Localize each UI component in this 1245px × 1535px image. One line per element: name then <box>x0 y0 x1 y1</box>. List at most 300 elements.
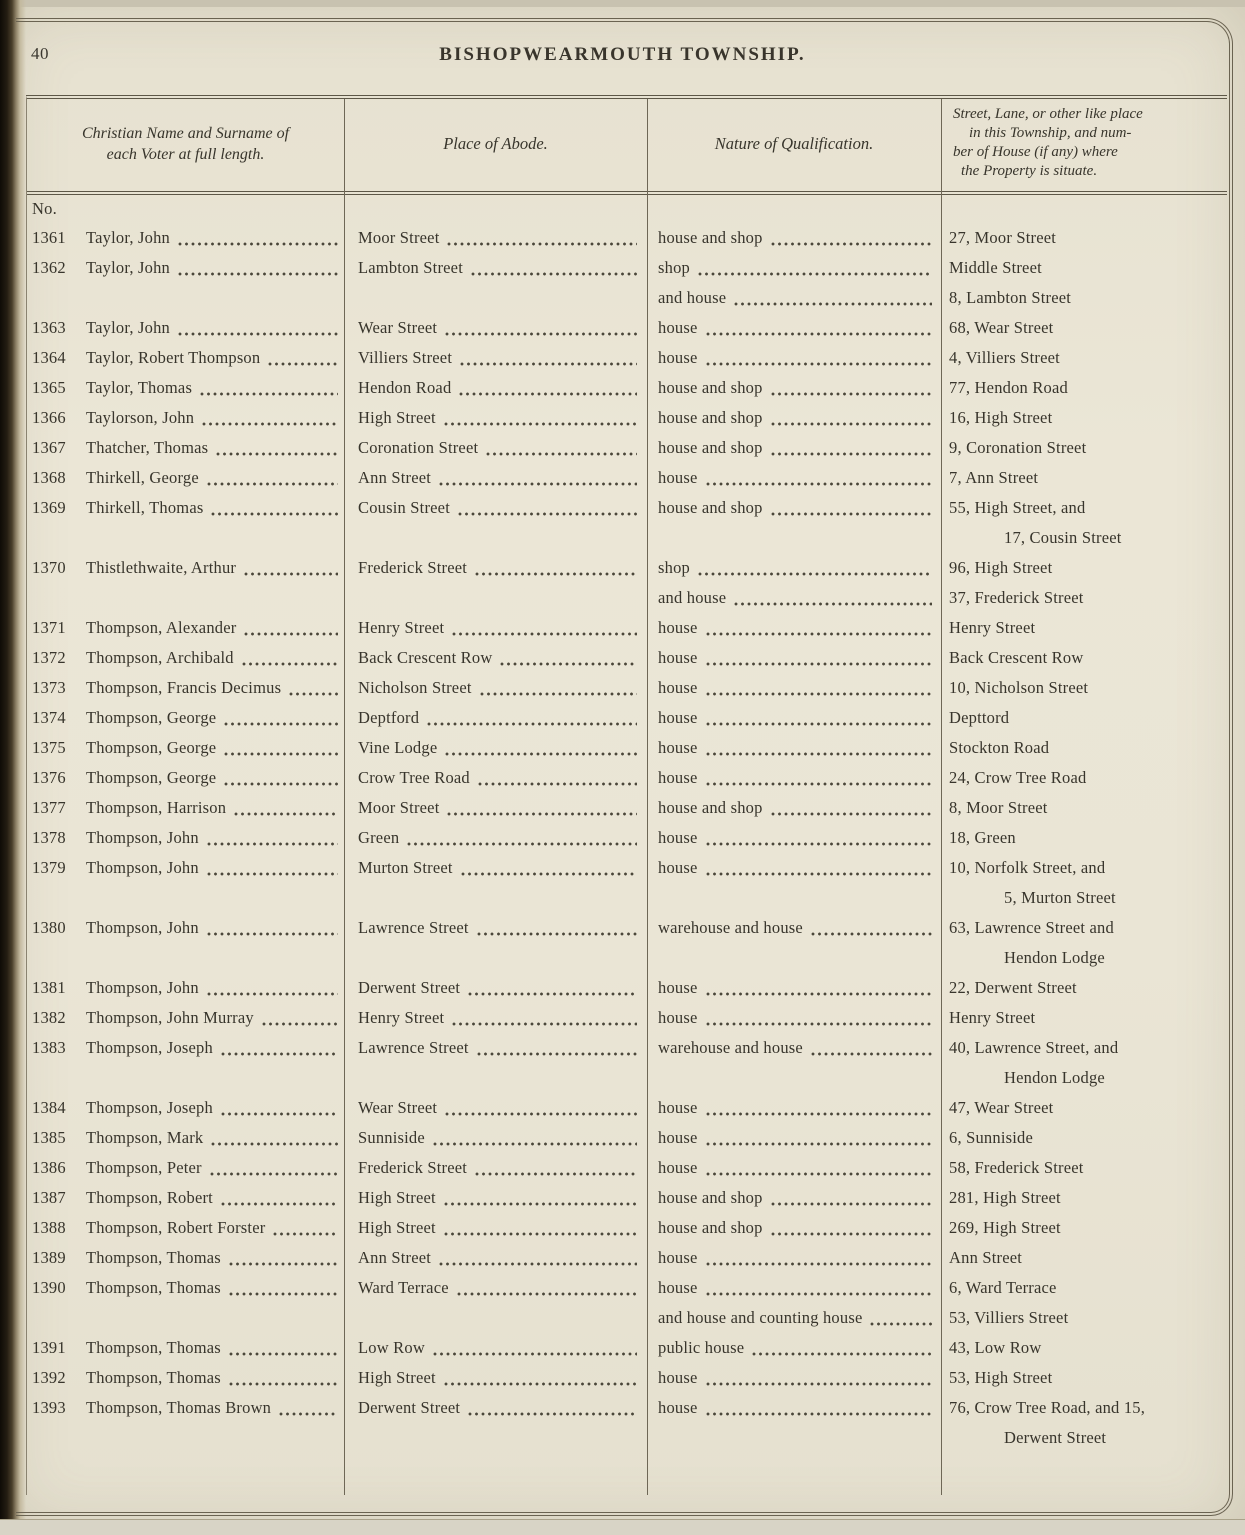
dotted-leader <box>500 662 637 666</box>
qualification: house and shop <box>658 498 763 517</box>
place-of-abode: Wear Street <box>358 318 438 337</box>
place-of-abode-cell <box>344 1303 647 1333</box>
street: Derwent Street <box>1004 1428 1107 1447</box>
voter-name-cell <box>27 553 344 583</box>
qualification-cell <box>647 1213 941 1243</box>
street-cell <box>941 1333 1227 1363</box>
voter-name: Thistlethwaite, Arthur <box>86 558 237 577</box>
place-of-abode: Moor Street <box>358 228 440 247</box>
voter-number: 1386 <box>32 1158 66 1177</box>
header-street-column <box>941 99 1227 191</box>
dotted-leader <box>200 392 338 396</box>
street-cell <box>941 463 1227 493</box>
voter-name-cell <box>27 223 344 253</box>
table-row <box>27 1363 1227 1393</box>
voter-number: 1389 <box>32 1248 66 1267</box>
dotted-leader <box>471 272 637 276</box>
place-of-abode-cell <box>344 973 647 1003</box>
voter-name-cell <box>27 1183 344 1213</box>
place-of-abode: Lawrence Street <box>358 1038 469 1057</box>
street: Middle Street <box>949 258 1042 277</box>
place-of-abode: Nicholson Street <box>358 678 472 697</box>
place-of-abode-cell <box>344 493 647 523</box>
street: 37, Frederick Street <box>949 588 1084 607</box>
table-row <box>27 553 1227 583</box>
street: 6, Sunniside <box>949 1128 1033 1147</box>
voter-number: 1387 <box>32 1188 66 1207</box>
voter-name: Thompson, George <box>86 708 217 727</box>
street: 8, Lambton Street <box>949 288 1072 307</box>
place-of-abode-cell <box>344 523 647 553</box>
dotted-leader <box>445 332 637 336</box>
table-row <box>27 673 1227 703</box>
qualification-cell <box>647 1183 941 1213</box>
place-of-abode: Green <box>358 828 400 847</box>
voter-name-cell <box>27 1363 344 1393</box>
street-cell <box>941 1183 1227 1213</box>
place-of-abode: Villiers Street <box>358 348 453 367</box>
qualification-cell <box>647 703 941 733</box>
header-line: ber of House (if any) where <box>953 144 1118 160</box>
voter-name-cell <box>27 373 344 403</box>
dotted-leader <box>706 1262 933 1266</box>
street-cell <box>941 1033 1227 1063</box>
voter-name-cell <box>27 763 344 793</box>
voter-name-cell <box>27 1123 344 1153</box>
street: Henry Street <box>949 1008 1036 1027</box>
voter-name: Thompson, Robert Forster <box>86 1218 266 1237</box>
table-row <box>27 373 1227 403</box>
scan-bottom-edge <box>0 1519 1245 1535</box>
place-of-abode-cell <box>344 343 647 373</box>
table-row <box>27 253 1227 283</box>
voter-name-cell <box>27 313 344 343</box>
header-line: in this Township, and num- <box>969 125 1132 141</box>
dotted-leader <box>279 1412 338 1416</box>
voter-number: 1391 <box>32 1338 66 1357</box>
dotted-leader <box>477 1052 637 1056</box>
voter-name-cell <box>27 883 344 913</box>
street: 58, Frederick Street <box>949 1158 1084 1177</box>
street: 96, High Street <box>949 558 1053 577</box>
qualification: house <box>658 618 698 637</box>
dotted-leader <box>706 332 933 336</box>
street-cell <box>941 643 1227 673</box>
street: 55, High Street, and <box>949 498 1086 517</box>
dotted-leader <box>207 482 338 486</box>
dotted-leader <box>706 872 933 876</box>
qualification-cell <box>647 793 941 823</box>
dotted-leader <box>433 1142 637 1146</box>
dotted-leader <box>445 752 637 756</box>
place-of-abode: Cousin Street <box>358 498 450 517</box>
voter-name: Thompson, Thomas Brown <box>86 1398 272 1417</box>
table-row <box>27 313 1227 343</box>
voter-name: Thompson, George <box>86 738 217 757</box>
table-row <box>27 1093 1227 1123</box>
dotted-leader <box>771 1232 932 1236</box>
voter-name: Thompson, Joseph <box>86 1098 213 1117</box>
place-of-abode-cell <box>344 643 647 673</box>
dotted-leader <box>234 812 338 816</box>
table-row <box>27 913 1227 943</box>
voter-name-cell <box>27 1303 344 1333</box>
qualification: house and shop <box>658 378 763 397</box>
place-of-abode: Ann Street <box>358 468 432 487</box>
table-row <box>27 223 1227 253</box>
dotted-leader <box>224 752 338 756</box>
voter-number: 1365 <box>32 378 66 397</box>
dotted-leader <box>202 422 338 426</box>
place-of-abode: Hendon Road <box>358 378 452 397</box>
voter-number: 1370 <box>32 558 66 577</box>
dotted-leader <box>268 362 338 366</box>
qualification: house and shop <box>658 1188 763 1207</box>
qualification: house <box>658 348 698 367</box>
street: Depttord <box>949 708 1010 727</box>
voter-number: 1364 <box>32 348 66 367</box>
dotted-leader <box>478 782 637 786</box>
table-row <box>27 1393 1227 1423</box>
table-row <box>27 1003 1227 1033</box>
qualification-cell <box>647 943 941 973</box>
dotted-leader <box>444 1382 637 1386</box>
dotted-leader <box>407 842 637 846</box>
voter-number: 1380 <box>32 918 66 937</box>
street-cell <box>941 613 1227 643</box>
place-of-abode: Henry Street <box>358 618 445 637</box>
qualification: public house <box>658 1338 745 1357</box>
place-of-abode-cell <box>344 673 647 703</box>
dotted-leader <box>706 1022 933 1026</box>
voter-name-cell <box>27 943 344 973</box>
qualification: warehouse and house <box>658 1038 803 1057</box>
qualification: house <box>658 1368 698 1387</box>
place-of-abode: Moor Street <box>358 798 440 817</box>
dotted-leader <box>178 272 338 276</box>
voter-name-cell <box>27 523 344 553</box>
qualification-cell <box>647 553 941 583</box>
table-row <box>27 943 1227 973</box>
qualification-cell <box>647 523 941 553</box>
qualification-cell <box>647 1363 941 1393</box>
street-cell <box>941 313 1227 343</box>
dotted-leader <box>706 362 933 366</box>
place-of-abode: Henry Street <box>358 1008 445 1027</box>
header-place-of-abode-column: Place of Abode. <box>443 134 548 153</box>
voter-name: Taylor, John <box>86 228 170 247</box>
voter-name: Taylorson, John <box>86 408 195 427</box>
place-of-abode: High Street <box>358 1218 436 1237</box>
street: 6, Ward Terrace <box>949 1278 1057 1297</box>
dotted-leader <box>242 662 338 666</box>
table-row <box>27 1303 1227 1333</box>
street-cell <box>941 733 1227 763</box>
dotted-leader <box>771 392 932 396</box>
place-of-abode-cell <box>344 253 647 283</box>
place-of-abode-cell <box>344 463 647 493</box>
page-number: 40 <box>31 44 49 63</box>
place-of-abode-cell <box>344 283 647 313</box>
dotted-leader <box>480 692 637 696</box>
voter-name-cell <box>27 253 344 283</box>
qualification: house and shop <box>658 1218 763 1237</box>
dotted-leader <box>459 392 637 396</box>
street: Hendon Lodge <box>1004 948 1105 967</box>
table-row <box>27 1213 1227 1243</box>
street: 68, Wear Street <box>949 318 1054 337</box>
voter-name: Thompson, John <box>86 918 199 937</box>
place-of-abode-cell <box>344 373 647 403</box>
dotted-leader <box>771 512 932 516</box>
qualification: and house <box>658 288 727 307</box>
header-line: the Property is situate. <box>961 163 1098 179</box>
street: 18, Green <box>949 828 1016 847</box>
qualification-cell <box>647 463 941 493</box>
qualification-cell <box>647 1423 941 1453</box>
header-voter-name-column <box>27 99 344 191</box>
qualification-cell <box>647 1093 941 1123</box>
qualification: house <box>658 678 698 697</box>
qualification: warehouse and house <box>658 918 803 937</box>
place-of-abode-cell <box>344 1243 647 1273</box>
table-row <box>27 703 1227 733</box>
table-row <box>27 1033 1227 1063</box>
dotted-leader <box>221 1112 338 1116</box>
voter-name-cell <box>27 913 344 943</box>
qualification-cell <box>647 1003 941 1033</box>
voter-name: Taylor, Thomas <box>86 378 193 397</box>
voter-name: Thompson, John <box>86 858 199 877</box>
voter-number: 1390 <box>32 1278 66 1297</box>
voter-name: Thompson, Robert <box>86 1188 213 1207</box>
voter-number: 1374 <box>32 708 66 727</box>
street-cell <box>941 1243 1227 1273</box>
voter-name: Thompson, Mark <box>86 1128 204 1147</box>
dotted-leader <box>444 422 637 426</box>
place-of-abode: Sunniside <box>358 1128 425 1147</box>
street-cell <box>941 883 1227 913</box>
place-of-abode: Crow Tree Road <box>358 768 470 787</box>
voter-number: 1375 <box>32 738 66 757</box>
voter-name: Thompson, Joseph <box>86 1038 213 1057</box>
table-row <box>27 1063 1227 1093</box>
place-of-abode-cell <box>344 1333 647 1363</box>
table-row <box>27 583 1227 613</box>
table-row <box>27 973 1227 1003</box>
dotted-leader <box>752 1352 932 1356</box>
street-cell <box>941 823 1227 853</box>
street: 27, Moor Street <box>949 228 1057 247</box>
street: 17, Cousin Street <box>1004 528 1122 547</box>
street-cell <box>941 943 1227 973</box>
dotted-leader <box>771 812 932 816</box>
place-of-abode-cell <box>344 223 647 253</box>
voter-number: 1385 <box>32 1128 66 1147</box>
dotted-leader <box>211 512 338 516</box>
voter-name: Thompson, Francis Decimus <box>86 678 282 697</box>
voter-name: Thompson, Harrison <box>86 798 227 817</box>
street-cell <box>941 1063 1227 1093</box>
street: Henry Street <box>949 618 1036 637</box>
street-cell <box>941 1303 1227 1333</box>
qualification-cell <box>647 373 941 403</box>
qualification: house <box>658 1278 698 1297</box>
voter-number <box>32 943 86 973</box>
place-of-abode-cell <box>344 1363 647 1393</box>
table-row <box>27 343 1227 373</box>
voter-name-cell <box>27 493 344 523</box>
voter-name: Thompson, George <box>86 768 217 787</box>
qualification: and house and counting house <box>658 1308 863 1327</box>
dotted-leader <box>706 1382 933 1386</box>
street: 43, Low Row <box>949 1338 1042 1357</box>
street: 77, Hendon Road <box>949 378 1068 397</box>
voter-number: 1362 <box>32 258 66 277</box>
dotted-leader <box>734 602 932 606</box>
dotted-leader <box>447 242 637 246</box>
dotted-leader <box>221 1202 338 1206</box>
header-line: Christian Name and Surname of <box>81 125 290 142</box>
qualification: house <box>658 648 698 667</box>
header-line: each Voter at full length. <box>106 146 265 163</box>
street-cell <box>941 253 1227 283</box>
voter-name-cell <box>27 403 344 433</box>
place-of-abode-cell <box>344 883 647 913</box>
voter-name: Thirkell, Thomas <box>86 498 204 517</box>
qualification: house and shop <box>658 438 763 457</box>
voter-number: 1377 <box>32 798 66 817</box>
voter-number <box>32 1063 86 1093</box>
dotted-leader <box>706 842 933 846</box>
qualification-cell <box>647 343 941 373</box>
dotted-leader <box>244 572 338 576</box>
dotted-leader <box>439 482 637 486</box>
qualification-cell <box>647 1333 941 1363</box>
voter-number <box>32 283 86 313</box>
dotted-leader <box>452 1022 637 1026</box>
place-of-abode: Vine Lodge <box>358 738 438 757</box>
voter-number: 1372 <box>32 648 66 667</box>
qualification: house <box>658 828 698 847</box>
place-of-abode: High Street <box>358 1368 436 1387</box>
place-of-abode: Coronation Street <box>358 438 479 457</box>
street-cell <box>941 1393 1227 1423</box>
dotted-leader <box>444 1202 637 1206</box>
dotted-leader <box>706 1172 933 1176</box>
voter-name: Thompson, Thomas <box>86 1338 221 1357</box>
voter-name-cell <box>27 1393 344 1423</box>
qualification: house <box>658 768 698 787</box>
street: 8, Moor Street <box>949 798 1048 817</box>
street-cell <box>941 1093 1227 1123</box>
dotted-leader <box>475 1172 637 1176</box>
street-cell <box>941 1423 1227 1453</box>
dotted-leader <box>811 1052 932 1056</box>
voter-name: Thompson, Thomas <box>86 1368 221 1387</box>
place-of-abode: Back Crescent Row <box>358 648 493 667</box>
voter-name-cell <box>27 1003 344 1033</box>
table-row <box>27 853 1227 883</box>
voter-name: Taylor, John <box>86 318 170 337</box>
voter-name-cell <box>27 643 344 673</box>
qualification: shop <box>658 258 690 277</box>
table-row <box>27 883 1227 913</box>
street: Stockton Road <box>949 738 1050 757</box>
street: 63, Lawrence Street and <box>949 918 1114 937</box>
dotted-leader <box>229 1352 338 1356</box>
voter-name-cell <box>27 1033 344 1063</box>
voter-name: Thompson, John <box>86 978 199 997</box>
voter-name-cell <box>27 463 344 493</box>
place-of-abode: Lawrence Street <box>358 918 469 937</box>
place-of-abode: Wear Street <box>358 1098 438 1117</box>
dotted-leader <box>486 452 637 456</box>
street-cell <box>941 223 1227 253</box>
qualification-cell <box>647 883 941 913</box>
dotted-leader <box>706 482 933 486</box>
voter-name-cell <box>27 1423 344 1453</box>
street-cell <box>941 913 1227 943</box>
qualification: and house <box>658 588 727 607</box>
voter-name: Thompson, Peter <box>86 1158 202 1177</box>
place-of-abode-cell <box>344 1153 647 1183</box>
street-cell <box>941 373 1227 403</box>
dotted-leader <box>771 242 932 246</box>
qualification-cell <box>647 973 941 1003</box>
table-row <box>27 613 1227 643</box>
qualification: house <box>658 1128 698 1147</box>
dotted-leader <box>460 362 637 366</box>
voter-number: 1367 <box>32 438 66 457</box>
table-row <box>27 1273 1227 1303</box>
dotted-leader <box>452 632 637 636</box>
qualification: house <box>658 1248 698 1267</box>
place-of-abode-cell <box>344 763 647 793</box>
voter-name: Thompson, John Murray <box>86 1008 254 1027</box>
place-of-abode-cell <box>344 703 647 733</box>
qualification: shop <box>658 558 690 577</box>
qualification-cell <box>647 613 941 643</box>
place-of-abode-cell <box>344 1063 647 1093</box>
dotted-leader <box>178 332 338 336</box>
place-of-abode-cell <box>344 1423 647 1453</box>
dotted-leader <box>221 1052 338 1056</box>
voter-name: Thompson, Archibald <box>86 648 234 667</box>
dotted-leader <box>207 842 338 846</box>
place-of-abode-cell <box>344 1213 647 1243</box>
voter-number: 1388 <box>32 1218 66 1237</box>
street: Back Crescent Row <box>949 648 1084 667</box>
voter-name-cell <box>27 433 344 463</box>
voter-name-cell <box>27 1213 344 1243</box>
street: 281, High Street <box>949 1188 1061 1207</box>
dotted-leader <box>811 932 932 936</box>
qualification-cell <box>647 253 941 283</box>
qualification-cell <box>647 433 941 463</box>
voter-number <box>32 523 86 553</box>
dotted-leader <box>461 872 637 876</box>
voter-name-cell <box>27 1063 344 1093</box>
place-of-abode-cell <box>344 1033 647 1063</box>
street: 4, Villiers Street <box>949 348 1060 367</box>
street: 53, High Street <box>949 1368 1053 1387</box>
voter-name-cell <box>27 583 344 613</box>
voter-name-cell <box>27 793 344 823</box>
voter-name-cell <box>27 973 344 1003</box>
dotted-leader <box>706 1142 933 1146</box>
place-of-abode-cell <box>344 1183 647 1213</box>
